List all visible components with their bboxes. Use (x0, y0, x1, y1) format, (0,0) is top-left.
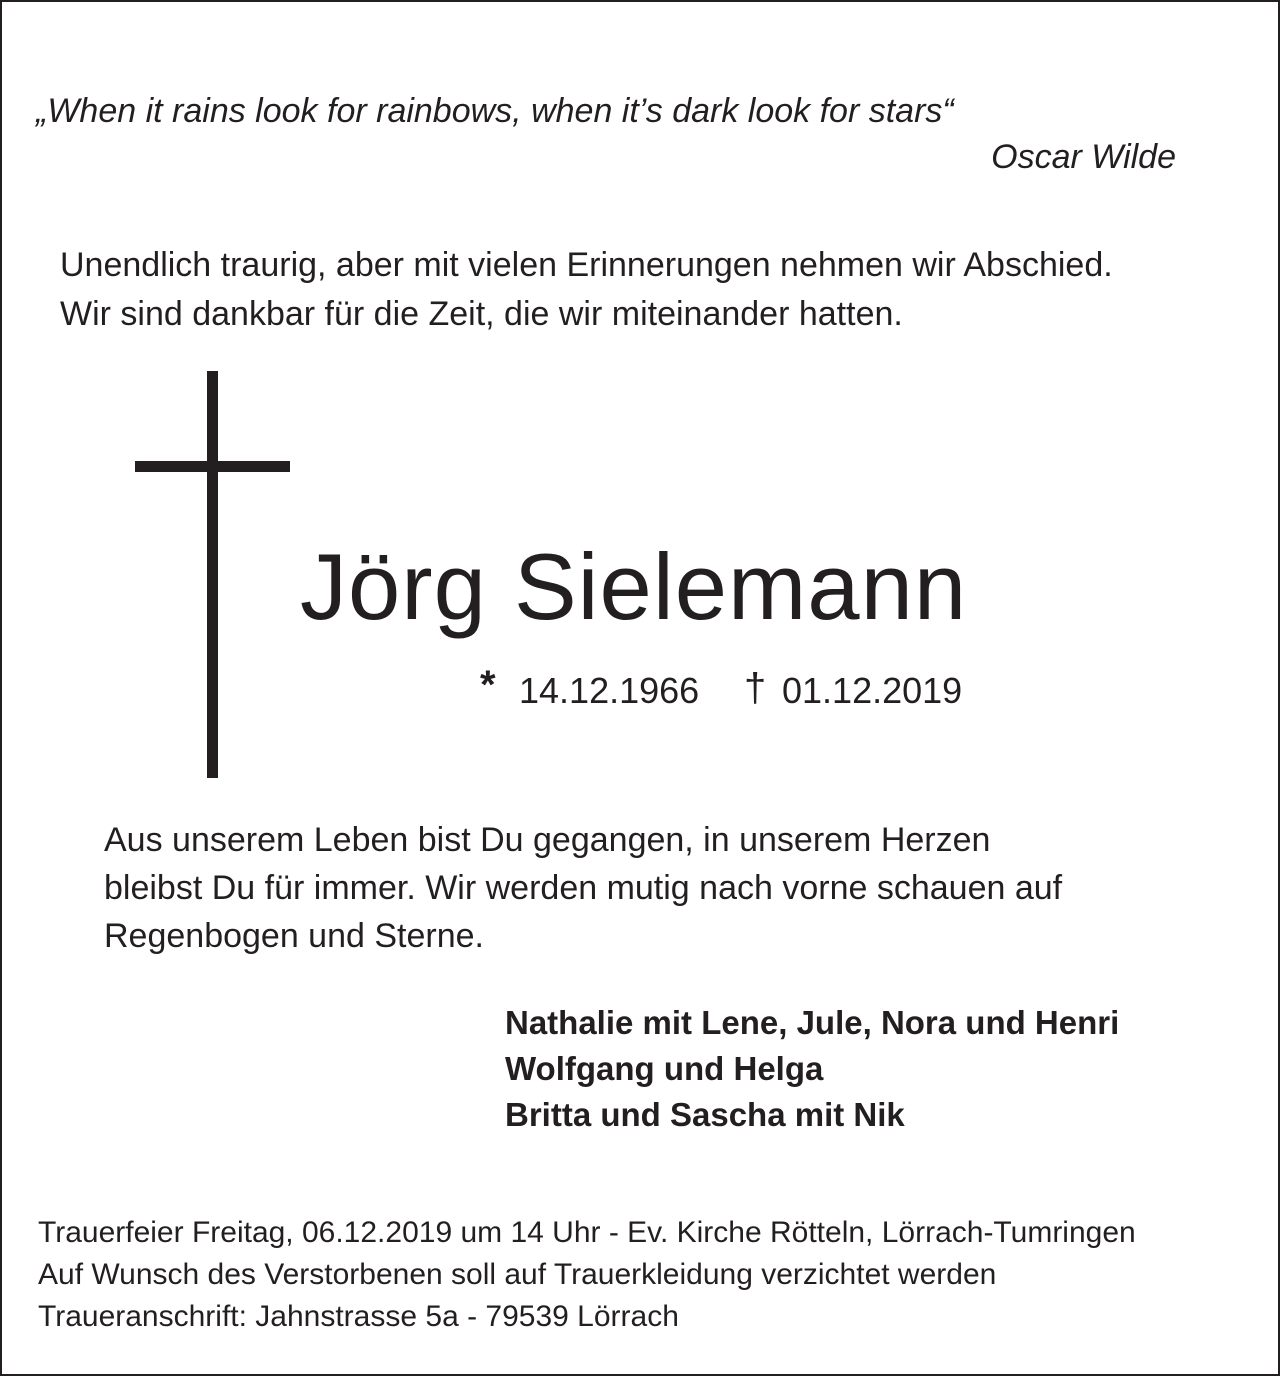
quote-text: „When it rains look for rainbows, when it’s dark look for stars“ (36, 92, 954, 130)
family-line: Wolfgang und Helga (505, 1050, 824, 1087)
deceased-name: Jörg Sielemann (300, 534, 968, 639)
family-names (505, 1000, 1119, 1138)
cross-vertical-bar (207, 371, 218, 778)
notes-line: Auf Wunsch des Verstorbenen soll auf Trauerkleidung verzichtet werden (38, 1258, 997, 1291)
quote-author: Oscar Wilde (991, 138, 1176, 176)
intro-text (60, 241, 1113, 339)
intro-line: Unendlich traurig, aber mit vielen Erinnerungen nehmen wir Abschied. (60, 246, 1113, 284)
intro-line: Wir sind dankbar für die Zeit, die wir miteinander hatten. (60, 295, 903, 333)
notes-line: Trauerfeier Freitag, 06.12.2019 um 14 Uhr - Ev. Kirche Rötteln, Lörrach-Tumringen (38, 1216, 1136, 1249)
cross-horizontal-bar (135, 461, 290, 472)
funeral-notes (38, 1212, 1136, 1338)
death-date: 01.12.2019 (782, 670, 963, 711)
family-line: Nathalie mit Lene, Jule, Nora und Henri (505, 1004, 1120, 1041)
verse-line: Aus unserem Leben bist Du gegangen, in unserem Herzen (104, 821, 991, 859)
birth-star-icon: * (480, 663, 496, 707)
family-line: Britta und Sascha mit Nik (505, 1096, 905, 1133)
verse-line: bleibst Du für immer. Wir werden mutig nach vorne schauen auf (104, 869, 1063, 907)
notes-line: Traueranschrift: Jahnstrasse 5a - 79539 Lörrach (38, 1300, 679, 1333)
birth-date: 14.12.1966 (519, 670, 700, 711)
death-dagger-icon: † (744, 666, 767, 710)
verse-text (104, 816, 1062, 960)
verse-line: Regenbogen und Sterne. (104, 917, 484, 955)
